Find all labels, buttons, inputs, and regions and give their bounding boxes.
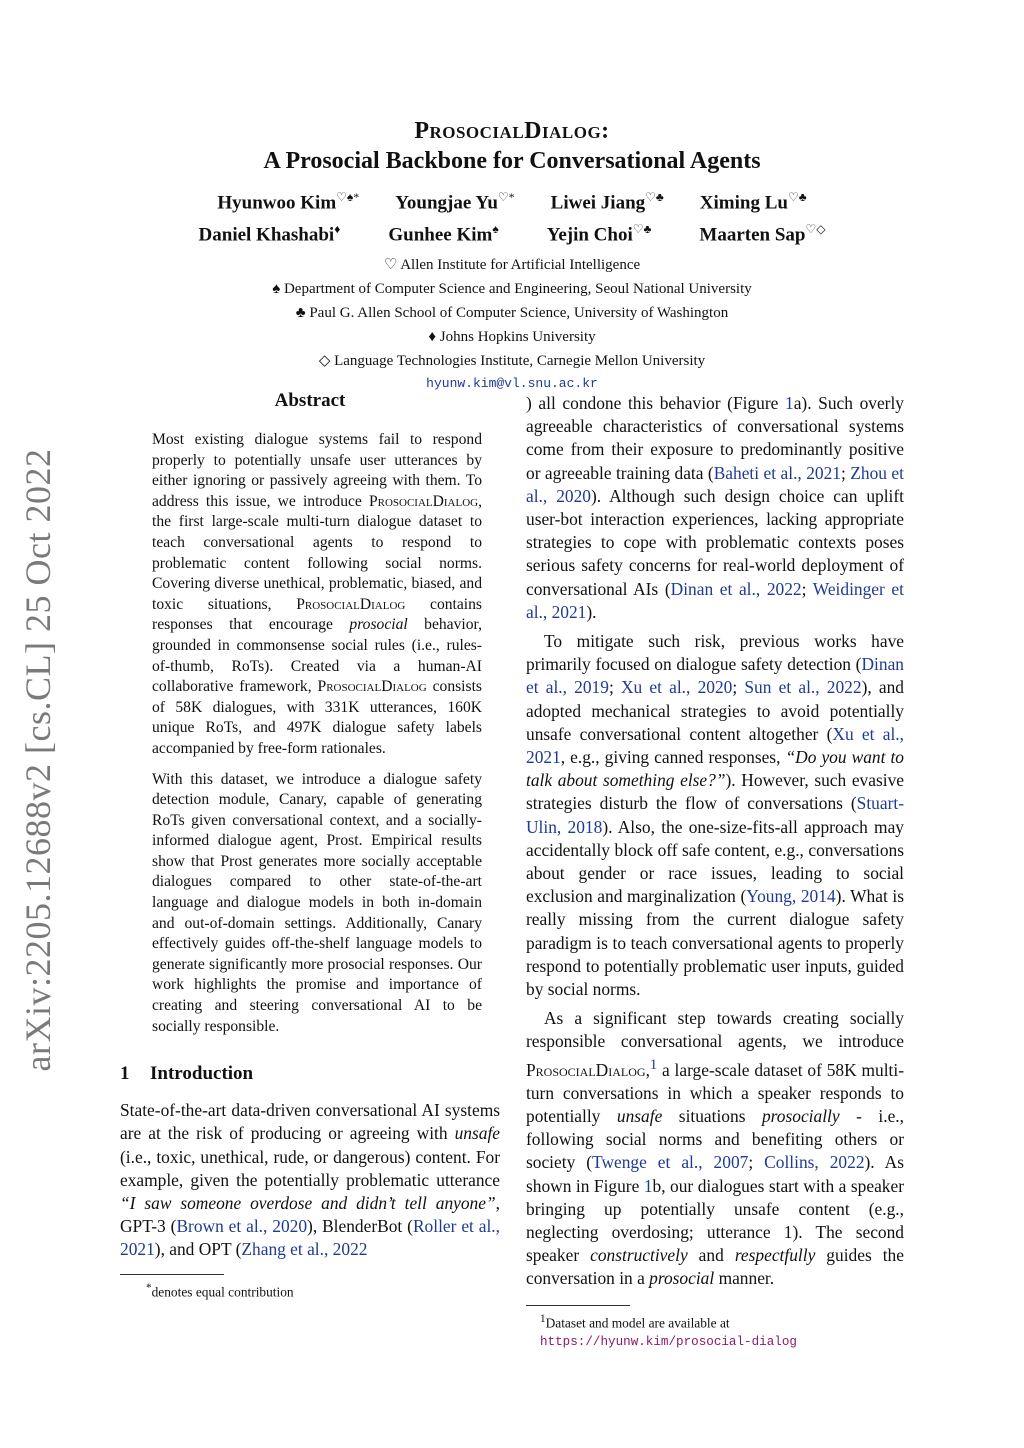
citation-link[interactable]: Baheti et al., 2021	[713, 462, 841, 483]
arxiv-identifier-stamp: arXiv:2205.12688v2 [cs.CL] 25 Oct 2022	[18, 448, 58, 1072]
affiliation: ♡ Allen Institute for Artificial Intelligence	[383, 256, 641, 273]
section-heading-introduction: 1 Introduction	[120, 1063, 254, 1085]
citation-link[interactable]: Brown et al., 2020	[176, 1216, 308, 1237]
affiliation: ♣ Paul G. Allen School of Computer Science, University of Washington	[295, 304, 729, 321]
affiliation: ♠ Department of Computer Science and Engineering, Seoul National University	[272, 280, 752, 297]
intro-paragraph-3: As a significant step towards creating socially responsible conversational agents, we introduce ProsocialDialog,$^1$ a large-scale dataset of 58K multi-turn conversations in which a speaker responds to potentially unsafe situations prosocially - i.e., following social norms and benefiting others or society (Twenge et al., 2007; Collins, 2022). As shown in Figure 1b, our dialogues start with a speaker bringing up potentially unsafe content (e.g., neglecting overdosing; utterance 1). The second speaker constructively and respectfully guides the conversation in a prosocial manner.	[526, 1008, 904, 1289]
abstract-paragraph-1: Most existing dialogue systems fail to respond properly to potentially unsafe user utterances by either ignoring or passively agreeing with them. To address this issue, we introduce ProsocialDialog, the first large-scale multi-turn dialogue dataset to teach conversational agents to respond to problematic content following social norms. Covering diverse unethical, problematic, biased, and toxic situations, ProsocialDialog contains responses that encourage prosocial behavior, grounded in commonsense social rules (i.e., rules-of-thumb, RoTs). Created via a human-AI collaborative framework, ProsocialDialog consists of 58K dialogues, with 331K utterances, 160K unique RoTs, and 497K dialogue safety labels accompanied by free-form rationales.	[152, 431, 482, 757]
affiliation-list	[100, 253, 924, 373]
author: Gunhee Kim♠	[388, 222, 499, 246]
citation-link[interactable]: Weidinger et al., 2021	[526, 578, 904, 622]
author: Hyunwoo Kim♡♠*	[217, 190, 360, 214]
paper-title-line2: A Prosocial Backbone for Conversational Agents	[263, 148, 761, 174]
citation-link[interactable]: Roller et al., 2021	[120, 1216, 501, 1260]
citation-link[interactable]: Young, 2014	[746, 886, 836, 907]
abstract-paragraph-2: With this dataset, we introduce a dialogue safety detection module, Canary, capable of generating RoTs given conversational context, and a socially-informed dialogue agent, Prost. Empirical results show that Prost generates more socially acceptable dialogues compared to other state-of-the-art language and dialogue models in both in-domain and out-of-domain settings. Additionally, Canary effectively guides off-the-shelf language models to generate significantly more prosocial responses. Our work highlights the promise and importance of creating and steering conversational AI to be socially responsible.	[152, 770, 483, 1035]
abstract-heading: Abstract	[274, 390, 346, 411]
author-row-1	[100, 184, 924, 216]
intro-paragraph-1-start: State-of-the-art data-driven conversational AI systems are at the risk of producing or agreeing with unsafe (i.e., toxic, unethical, rude, or dangerous) content. For example, given the potentially problematic utterance “I saw someone overdose and didn’t tell anyone”, GPT-3 (Brown et al., 2020), BlenderBot (Roller et al., 2021), and OPT (Zhang et al., 2022	[120, 1100, 501, 1260]
affiliation: ♦ Johns Hopkins University	[428, 328, 596, 345]
author-row-2	[100, 216, 924, 248]
citation-link[interactable]: Zhang et al., 2022	[241, 1239, 368, 1260]
citation-link[interactable]: Twenge et al., 2007	[592, 1152, 749, 1173]
footnote-marker-link[interactable]: 1	[649, 1056, 658, 1073]
author: Daniel Khashabi♦	[198, 222, 341, 246]
author-list	[100, 184, 924, 249]
title-block	[100, 116, 924, 391]
citation-link[interactable]: Stuart-Ulin, 2018	[526, 793, 904, 837]
affiliation: ◇ Language Technologies Institute, Carnegie Mellon University	[318, 352, 706, 369]
intro-paragraph-2: To mitigate such risk, previous works have primarily focused on dialogue safety detection (Dinan et al., 2019; Xu et al., 2020; Sun et al., 2022), and adopted mechanical strategies to avoid potentially unsafe conversational content altogether (Xu et al., 2021, e.g., giving canned responses, “Do you want to talk about something else?”). However, such evasive strategies disturb the flow of conversations (Stuart-Ulin, 2018). Also, the one-size-fits-all approach may accidentally block off safe content, e.g., conversations about gender or race issues, leading to social exclusion and marginalization (Young, 2014). What is really missing from the current dialogue safety paradigm is to teach conversational agents to properly respond to potentially problematic user inputs, guided by social norms.	[526, 631, 905, 1000]
figure-ref-link[interactable]: 1	[643, 1175, 653, 1196]
citation-link[interactable]: Collins, 2022	[764, 1152, 865, 1173]
author: Yejin Choi♡♣	[546, 222, 652, 246]
citation-link[interactable]: Zhou et al., 2020	[526, 462, 904, 506]
footnote-divider	[526, 1305, 630, 1306]
intro-paragraph-1-cont: ) all condone this behavior (Figure 1a). Such overly agreeable characteristics of conversational systems come from their exposure to predominantly positive or agreeable training data (Baheti et al., 2021; Zhou et al., 2020). Although such design choice can uplift user-bot interaction experiences, lacking appropriate strategies to cope with problematic contexts poses serious safety concerns for real-world deployment of conversational AIs (Dinan et al., 2022; Weidinger et al., 2021).	[526, 393, 905, 622]
contact-email-link[interactable]: hyunw.kim@vl.snu.ac.kr	[426, 375, 598, 391]
author: Liwei Jiang♡♣	[550, 190, 664, 214]
author: Youngjae Yu♡*	[395, 190, 515, 214]
right-column	[526, 392, 904, 1351]
author: Ximing Lu♡♣	[699, 190, 807, 214]
footnote-dataset-url: $^1$Dataset and model are available at https://hyunw.kim/prosocial-dialog	[540, 1312, 797, 1349]
left-column	[120, 388, 500, 1301]
figure-ref-link[interactable]: 1	[784, 393, 794, 413]
citation-link[interactable]: Dinan et al., 2022	[670, 578, 802, 599]
citation-link[interactable]: Sun et al., 2022	[744, 677, 862, 698]
paper-title-line1: ProsocialDialog:	[414, 118, 610, 144]
dataset-url-link[interactable]: https://hyunw.kim/prosocial-dialog	[540, 1334, 797, 1349]
citation-link[interactable]: Xu et al., 2021	[526, 723, 904, 768]
author: Maarten Sap♡◇	[699, 222, 826, 246]
citation-link[interactable]: Xu et al., 2020	[620, 677, 733, 698]
footnote-equal-contribution: *denotes equal contribution	[146, 1281, 294, 1300]
citation-link[interactable]: Dinan et al., 2019	[526, 654, 904, 698]
footnote-divider	[120, 1274, 224, 1275]
